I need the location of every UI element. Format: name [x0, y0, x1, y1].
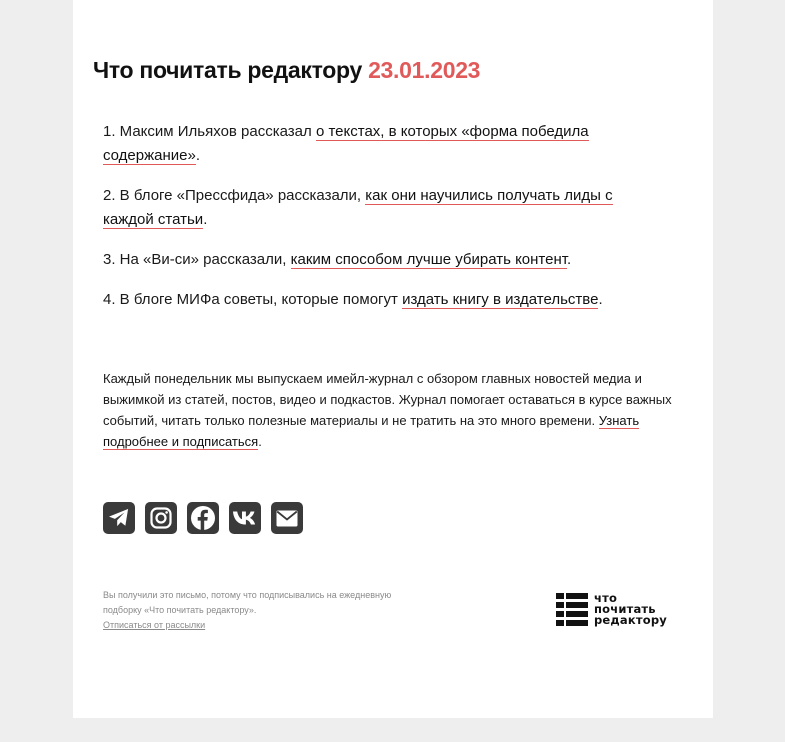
- logo-line: почитать: [594, 602, 656, 616]
- item-text: 3. На «Ви-си» рассказали,: [103, 251, 291, 268]
- email-icon[interactable]: [271, 502, 303, 534]
- list-item: [103, 288, 663, 312]
- about-text: Каждый понедельник мы выпускаем имейл-журнал с обзором главных новостей медиа и выжимкой из статей, постов, видео и подкастов. Журнал помогает оставаться в курсе важных событий, читать только полезные материалы и не тратить на это много времени.: [103, 371, 672, 428]
- item-suffix: .: [566, 251, 572, 268]
- item-suffix: .: [195, 147, 201, 164]
- logo-line: редактору: [594, 613, 667, 627]
- logo-line: что: [594, 591, 618, 605]
- facebook-icon[interactable]: [187, 502, 219, 534]
- about-paragraph: [103, 368, 688, 452]
- article-list: [103, 120, 663, 328]
- item-text: 4. В блоге МИФа советы, которые помогут: [103, 291, 403, 308]
- footer-text: Вы получили это письмо, потому что подписывались на ежедневную подборку «Что почитать редактору».: [103, 590, 392, 615]
- brand-logo[interactable]: [556, 593, 667, 626]
- vk-icon[interactable]: [229, 502, 261, 534]
- list-item: [103, 120, 663, 168]
- instagram-icon[interactable]: [145, 502, 177, 534]
- list-item: [103, 184, 663, 232]
- footer-note: [103, 588, 393, 633]
- item-text: 2. В блоге «Прессфида» рассказали,: [103, 187, 366, 204]
- logo-mark-icon: [556, 593, 588, 626]
- unsubscribe-link[interactable]: Отписаться от рассылки: [103, 620, 206, 630]
- telegram-icon[interactable]: [103, 502, 135, 534]
- social-links: [103, 502, 303, 534]
- list-item: [103, 248, 663, 272]
- article-link[interactable]: как они научились получать лиды с каждой статьи: [103, 187, 613, 228]
- article-link[interactable]: о текстах, в которых «форма победила содержание»: [103, 123, 589, 164]
- email-card: [73, 0, 713, 718]
- item-suffix: .: [203, 211, 208, 228]
- issue-date: 23.01.2023: [368, 57, 481, 83]
- item-text: 1. Максим Ильяхов рассказал: [103, 123, 316, 140]
- about-suffix: .: [258, 434, 262, 449]
- title-text: Что почитать редактору: [93, 57, 362, 83]
- item-suffix: .: [598, 291, 603, 308]
- subscribe-link[interactable]: Узнать подробнее и подписаться: [103, 413, 640, 449]
- article-link[interactable]: каким способом лучше убирать контент: [290, 251, 567, 268]
- page-title: [93, 57, 480, 84]
- logo-wordmark: [594, 593, 667, 626]
- article-link[interactable]: издать книгу в издательстве: [402, 291, 599, 308]
